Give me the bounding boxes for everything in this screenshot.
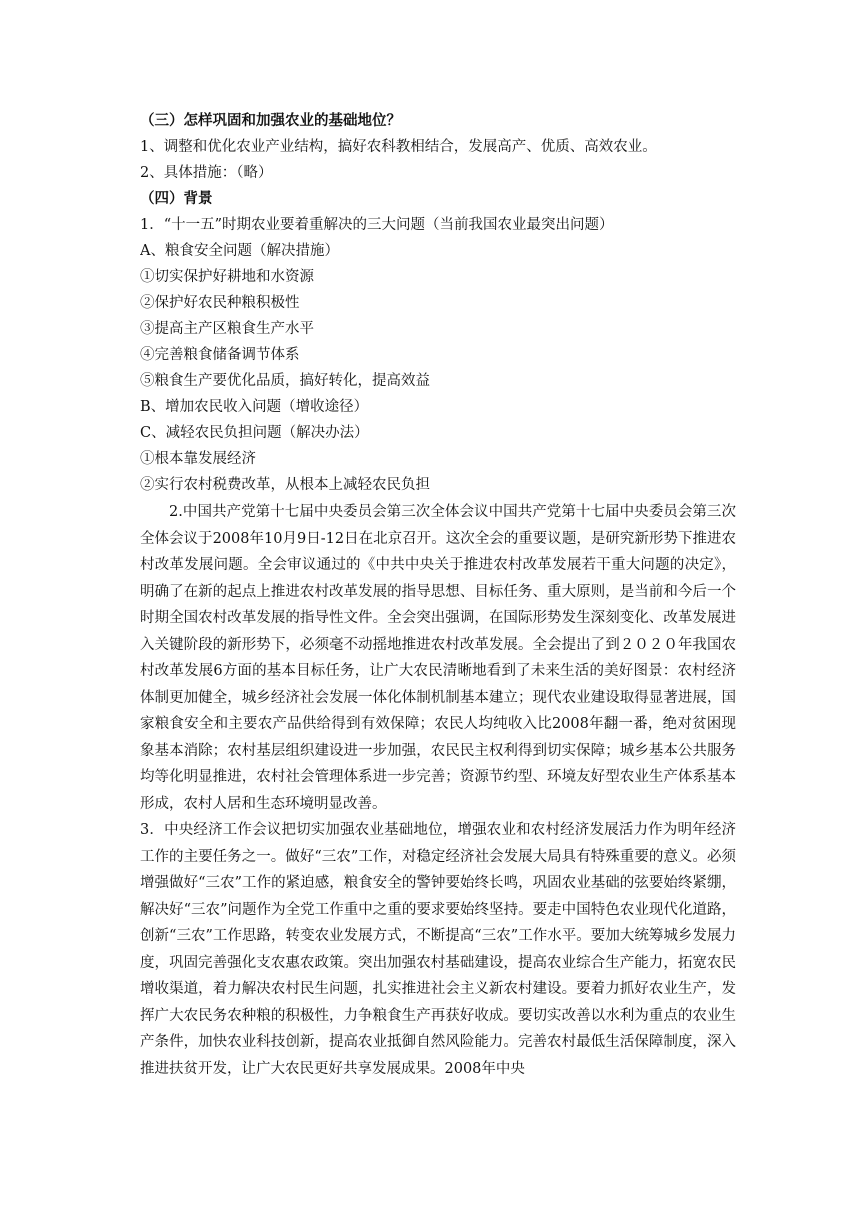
list-item: ②保护好农民种粮积极性 xyxy=(140,295,300,311)
list-item: A、粮食安全问题（解决措施） xyxy=(140,243,339,259)
list-item: 2、具体措施：（略） xyxy=(140,165,273,181)
list-item: ①根本靠发展经济 xyxy=(140,451,256,467)
list-item: C、减轻农民负担问题（解决办法） xyxy=(140,425,369,441)
list-item: ①切实保护好耕地和水资源 xyxy=(140,269,314,285)
list-item: 1．“十一五”时期农业要着重解决的三大问题（当前我国农业最突出问题） xyxy=(140,217,614,233)
list-item: 1、调整和优化农业产业结构，搞好农科教相结合，发展高产、优质、高效农业。 xyxy=(140,139,657,155)
document-page xyxy=(140,108,736,1082)
paragraph-economic-conference: 3．中央经济工作会议把切实加强农业基础地位，增强农业和农村经济发展活力作为明年经济工作的主要任务之一。做好“三农”工作，对稳定经济社会发展大局具有特殊重要的意义。必须增强做好“三农”工作的紧迫感，粮食安全的警钟要始终长鸣，巩固农业基础的弦要始终紧绷，解决好“三农”问题作为全党工作重中之重的要求要始终坚持。要走中国特色农业现代化道路，创新“三农”工作思路，转变农业发展方式，不断提高“三农”工作水平。要加大统筹城乡发展力度，巩固完善强化支农惠农政策。突出加强农村基础建设，提高农业综合生产能力，拓宽农民增收渠道，着力解决农村民生问题，扎实推进社会主义新农村建设。要着力抓好农业生产，发挥广大农民务农种粮的积极性，力争粮食生产再获好收成。要切实改善以水利为重点的农业生产条件，加快农业科技创新，提高农业抵御自然风险能力。完善农村最低生活保障制度，深入推进扶贫开发，让广大农民更好共享发展成果。2008年中央 xyxy=(140,822,736,1077)
list-item: ⑤粮食生产要优化品质，搞好转化，提高效益 xyxy=(140,373,430,389)
paragraph-plenum: 2.中国共产党第十七届中央委员会第三次全体会议中国共产党第十七届中央委员会第三次全体会议于2008年10月9日-12日在北京召开。这次全会的重要议题，是研究新形势下推进农村改革发展问题。全会审议通过的《中共中央关于推进农村改革发展若干重大问题的决定》，明确了在新的起点上推进农村改革发展的指导思想、目标任务、重大原则，是当前和今后一个时期全国农村改革发展的指导性文件。全会突出强调，在国际形势发生深刻变化、改革发展进入关键阶段的新形势下，必须毫不动摇地推进农村改革发展。全会提出了到２０２０年我国农村改革发展6方面的基本目标任务，让广大农民清晰地看到了未来生活的美好图景：农村经济体制更加健全，城乡经济社会发展一体化体制机制基本建立；现代农业建设取得显著进展，国家粮食安全和主要农产品供给得到有效保障；农民人均纯收入比2008年翻一番，绝对贫困现象基本消除；农村基层组织建设进一步加强，农民民主权利得到切实保障；城乡基本公共服务均等化明显推进，农村社会管理体系进一步完善；资源节约型、环境友好型农业生产体系基本形成，农村人居和生态环境明显改善。 xyxy=(140,504,736,812)
section-heading-four: （四）背景 xyxy=(140,190,213,207)
list-item: B、增加农民收入问题（增收途径） xyxy=(140,399,369,415)
list-item: ④完善粮食储备调节体系 xyxy=(140,347,300,363)
section-heading-three: （三）怎样巩固和加强农业的基础地位？ xyxy=(140,112,401,129)
list-item: ②实行农村税费改革，从根本上减轻农民负担 xyxy=(140,477,430,493)
list-item: ③提高主产区粮食生产水平 xyxy=(140,321,314,337)
